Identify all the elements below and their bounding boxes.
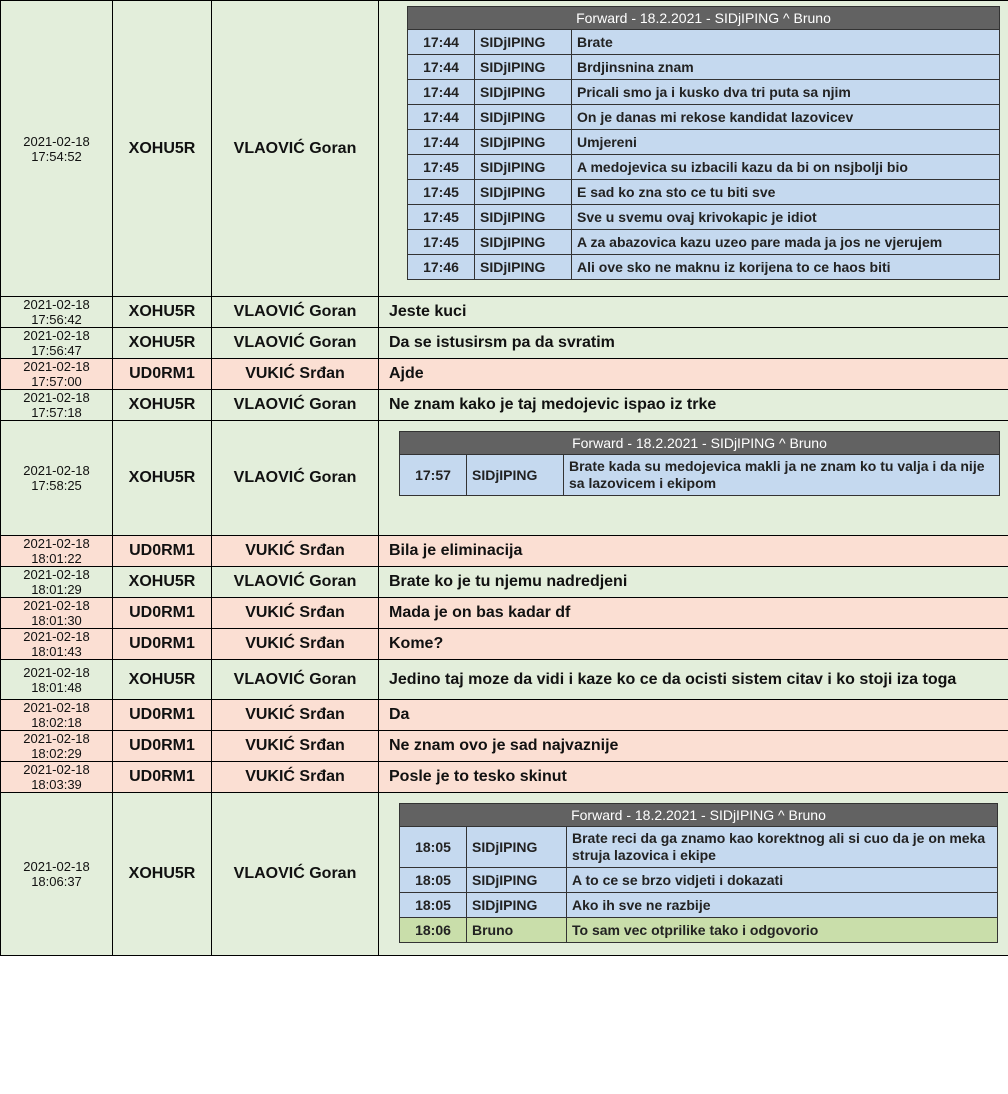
forward-line-text: Pricali smo ja i kusko dva tri puta sa njim — [572, 80, 1000, 105]
user-name-cell: VUKIĆ Srđan — [212, 629, 379, 660]
message-row — [1, 390, 1008, 421]
timestamp-cell: 2021-02-18 18:01:30 — [1, 598, 113, 629]
forward-line-text: A medojevica su izbacili kazu da bi on nsjbolji bio — [572, 155, 1000, 180]
user-code-cell: XOHU5R — [113, 793, 212, 956]
forward-line-sender: SIDjIPING — [467, 827, 567, 868]
timestamp-cell: 2021-02-18 18:03:39 — [1, 762, 113, 793]
user-code-cell: XOHU5R — [113, 567, 212, 598]
timestamp-cell: 2021-02-18 18:01:29 — [1, 567, 113, 598]
user-code-cell: XOHU5R — [113, 660, 212, 700]
message-row — [1, 762, 1008, 793]
forward-line-sender: SIDjIPING — [467, 893, 567, 918]
forward-line — [408, 205, 1000, 230]
forward-line — [400, 455, 1000, 496]
message-text-cell: Mada je on bas kadar df — [379, 598, 1008, 629]
message-row — [1, 1, 1008, 297]
forward-line-time: 17:57 — [400, 455, 467, 496]
message-row — [1, 536, 1008, 567]
timestamp-cell: 2021-02-18 17:54:52 — [1, 1, 113, 297]
message-row — [1, 359, 1008, 390]
message-row — [1, 700, 1008, 731]
message-row — [1, 598, 1008, 629]
message-text-cell: Jedino taj moze da vidi i kaze ko ce da ocisti sistem citav i ko stoji iza toga — [379, 660, 1008, 700]
forward-line-text: Brate — [572, 30, 1000, 55]
forward-header: Forward - 18.2.2021 - SIDjIPING ^ Bruno — [400, 804, 998, 827]
forward-line-text: Sve u svemu ovaj krivokapic je idiot — [572, 205, 1000, 230]
forward-line — [408, 105, 1000, 130]
timestamp-cell: 2021-02-18 17:57:18 — [1, 390, 113, 421]
user-name-cell: VLAOVIĆ Goran — [212, 793, 379, 956]
forward-line-time: 17:46 — [408, 255, 475, 280]
message-text-cell: Jeste kuci — [379, 297, 1008, 328]
user-code-cell: UD0RM1 — [113, 629, 212, 660]
message-text-cell: Da — [379, 700, 1008, 731]
forward-line-text: A to ce se brzo vidjeti i dokazati — [567, 868, 998, 893]
user-name-cell: VLAOVIĆ Goran — [212, 328, 379, 359]
user-code-cell: UD0RM1 — [113, 700, 212, 731]
forward-header: Forward - 18.2.2021 - SIDjIPING ^ Bruno — [408, 7, 1000, 30]
forward-line-time: 17:45 — [408, 230, 475, 255]
forward-line-time: 17:44 — [408, 105, 475, 130]
message-row — [1, 328, 1008, 359]
user-name-cell: VLAOVIĆ Goran — [212, 421, 379, 536]
forward-line-time: 18:06 — [400, 918, 467, 943]
forward-line — [408, 130, 1000, 155]
timestamp-cell: 2021-02-18 17:58:25 — [1, 421, 113, 536]
forward-line-sender: SIDjIPING — [475, 55, 572, 80]
message-row — [1, 421, 1008, 536]
forward-line-sender: SIDjIPING — [475, 255, 572, 280]
timestamp-cell: 2021-02-18 18:02:29 — [1, 731, 113, 762]
forward-line-text: E sad ko zna sto ce tu biti sve — [572, 180, 1000, 205]
forward-line — [400, 827, 998, 868]
message-text-cell: Ajde — [379, 359, 1008, 390]
forwarded-message-table — [399, 803, 998, 943]
message-row — [1, 793, 1008, 956]
user-code-cell: UD0RM1 — [113, 762, 212, 793]
user-code-cell: UD0RM1 — [113, 598, 212, 629]
user-code-cell: XOHU5R — [113, 1, 212, 297]
forwarded-message-table — [399, 431, 1000, 496]
user-code-cell: XOHU5R — [113, 390, 212, 421]
user-name-cell: VUKIĆ Srđan — [212, 598, 379, 629]
forward-header: Forward - 18.2.2021 - SIDjIPING ^ Bruno — [400, 432, 1000, 455]
timestamp-cell: 2021-02-18 17:56:47 — [1, 328, 113, 359]
user-name-cell: VLAOVIĆ Goran — [212, 297, 379, 328]
message-row — [1, 731, 1008, 762]
forward-line-sender: SIDjIPING — [475, 205, 572, 230]
forward-line-time: 17:45 — [408, 205, 475, 230]
forward-line-sender: SIDjIPING — [475, 180, 572, 205]
forward-line — [400, 918, 998, 943]
timestamp-cell: 2021-02-18 17:57:00 — [1, 359, 113, 390]
timestamp-cell: 2021-02-18 18:06:37 — [1, 793, 113, 956]
forwarded-message-cell — [379, 421, 1008, 536]
message-text-cell: Posle je to tesko skinut — [379, 762, 1008, 793]
forward-line-time: 17:44 — [408, 80, 475, 105]
forward-line-time: 17:44 — [408, 130, 475, 155]
forward-line — [408, 230, 1000, 255]
user-name-cell: VLAOVIĆ Goran — [212, 1, 379, 297]
user-code-cell: XOHU5R — [113, 328, 212, 359]
forward-line-text: Ako ih sve ne razbije — [567, 893, 998, 918]
message-row — [1, 660, 1008, 700]
forward-line — [408, 155, 1000, 180]
message-text-cell: Ne znam ovo je sad najvaznije — [379, 731, 1008, 762]
forwarded-message-cell — [379, 1, 1008, 297]
forward-line-sender: SIDjIPING — [475, 155, 572, 180]
forward-line-time: 17:44 — [408, 55, 475, 80]
user-name-cell: VUKIĆ Srđan — [212, 762, 379, 793]
forward-line — [408, 80, 1000, 105]
forward-line-sender: SIDjIPING — [475, 130, 572, 155]
forward-line-time: 17:45 — [408, 180, 475, 205]
forward-line-text: On je danas mi rekose kandidat lazovicev — [572, 105, 1000, 130]
message-text-cell: Brate ko je tu njemu nadredjeni — [379, 567, 1008, 598]
forward-line-text: To sam vec otprilike tako i odgovorio — [567, 918, 998, 943]
message-log-body — [1, 1, 1008, 956]
message-text-cell: Bila je eliminacija — [379, 536, 1008, 567]
user-code-cell: XOHU5R — [113, 297, 212, 328]
timestamp-cell: 2021-02-18 17:56:42 — [1, 297, 113, 328]
user-name-cell: VUKIĆ Srđan — [212, 359, 379, 390]
message-row — [1, 629, 1008, 660]
forward-line — [400, 893, 998, 918]
forward-line-sender: SIDjIPING — [467, 868, 567, 893]
timestamp-cell: 2021-02-18 18:01:43 — [1, 629, 113, 660]
forward-line-text: A za abazovica kazu uzeo pare mada ja jos ne vjerujem — [572, 230, 1000, 255]
forward-line-time: 17:44 — [408, 30, 475, 55]
message-row — [1, 297, 1008, 328]
timestamp-cell: 2021-02-18 18:01:22 — [1, 536, 113, 567]
user-name-cell: VUKIĆ Srđan — [212, 731, 379, 762]
user-name-cell: VUKIĆ Srđan — [212, 536, 379, 567]
forward-line-text: Brate kada su medojevica makli ja ne znam ko tu valja i da nije sa lazovicem i ekipom — [564, 455, 1000, 496]
forward-line-sender: SIDjIPING — [475, 230, 572, 255]
user-code-cell: UD0RM1 — [113, 536, 212, 567]
forward-line-text: Brdjinsnina znam — [572, 55, 1000, 80]
forward-line — [408, 180, 1000, 205]
forward-line-sender: SIDjIPING — [475, 105, 572, 130]
user-code-cell: UD0RM1 — [113, 731, 212, 762]
forward-line-text: Brate reci da ga znamo kao korektnog ali si cuo da je on meka struja lazovica i ekipe — [567, 827, 998, 868]
forward-line — [408, 55, 1000, 80]
forward-line — [408, 255, 1000, 280]
forward-line-time: 17:45 — [408, 155, 475, 180]
forwarded-message-cell — [379, 793, 1008, 956]
forward-line-sender: Bruno — [467, 918, 567, 943]
user-code-cell: XOHU5R — [113, 421, 212, 536]
forward-line-sender: SIDjIPING — [475, 30, 572, 55]
forwarded-message-table — [407, 6, 1000, 280]
forward-line — [400, 868, 998, 893]
user-name-cell: VLAOVIĆ Goran — [212, 660, 379, 700]
forward-line-text: Ali ove sko ne maknu iz korijena to ce haos biti — [572, 255, 1000, 280]
forward-line-time: 18:05 — [400, 827, 467, 868]
message-text-cell: Ne znam kako je taj medojevic ispao iz trke — [379, 390, 1008, 421]
user-name-cell: VUKIĆ Srđan — [212, 700, 379, 731]
user-name-cell: VLAOVIĆ Goran — [212, 567, 379, 598]
forward-line-text: Umjereni — [572, 130, 1000, 155]
forward-line-time: 18:05 — [400, 893, 467, 918]
timestamp-cell: 2021-02-18 18:01:48 — [1, 660, 113, 700]
message-row — [1, 567, 1008, 598]
user-name-cell: VLAOVIĆ Goran — [212, 390, 379, 421]
forward-line — [408, 30, 1000, 55]
forward-line-time: 18:05 — [400, 868, 467, 893]
message-text-cell: Da se istusirsm pa da svratim — [379, 328, 1008, 359]
user-code-cell: UD0RM1 — [113, 359, 212, 390]
message-text-cell: Kome? — [379, 629, 1008, 660]
timestamp-cell: 2021-02-18 18:02:18 — [1, 700, 113, 731]
forward-line-sender: SIDjIPING — [467, 455, 564, 496]
forward-line-sender: SIDjIPING — [475, 80, 572, 105]
